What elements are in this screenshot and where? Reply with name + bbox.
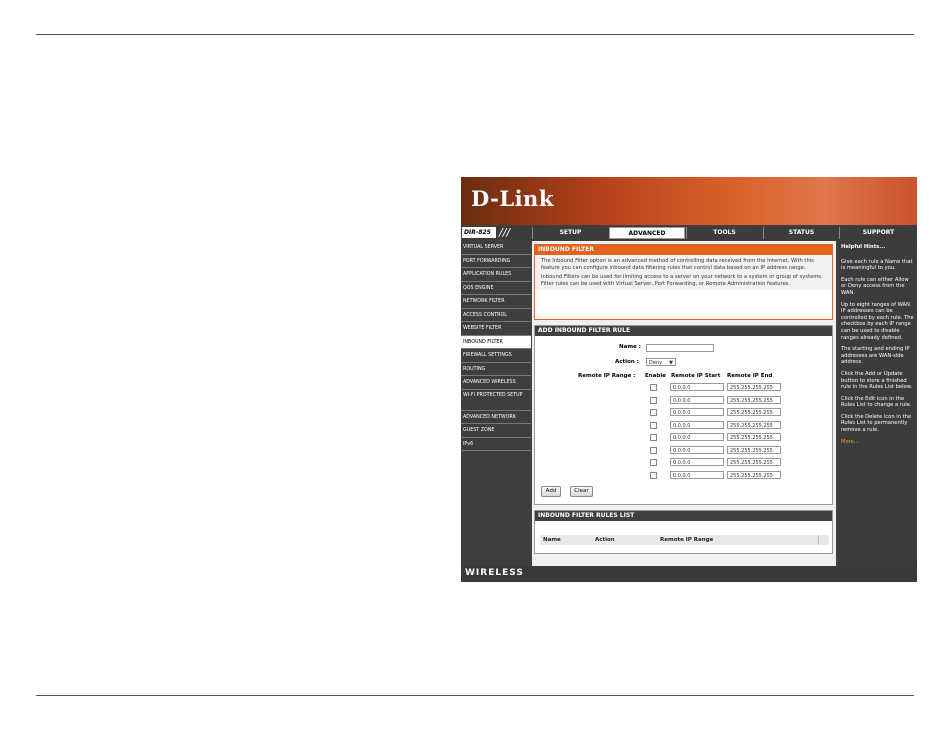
rules-list-scrollbar[interactable] bbox=[818, 535, 829, 545]
col-remote-ip-end: Remote IP End bbox=[727, 373, 773, 379]
tab-status[interactable]: STATUS bbox=[763, 227, 839, 239]
remote-ip-start-2[interactable]: 0.0.0.0 bbox=[670, 396, 724, 404]
name-input[interactable] bbox=[646, 344, 714, 352]
remote-ip-end-2[interactable]: 255.255.255.255 bbox=[727, 396, 781, 404]
rules-list-title: INBOUND FILTER RULES LIST bbox=[535, 511, 832, 521]
action-select[interactable] bbox=[646, 358, 676, 366]
sidebar-item-access-control[interactable]: ACCESS CONTROL bbox=[461, 309, 531, 323]
enable-checkbox-6[interactable] bbox=[650, 447, 657, 454]
main-content bbox=[532, 241, 836, 566]
rules-col-action: Action bbox=[595, 537, 615, 543]
remote-ip-end-6[interactable]: 255.255.255.255 bbox=[727, 446, 781, 454]
remote-ip-end-8[interactable]: 255.255.255.255 bbox=[727, 471, 781, 479]
sidebar-item-guest-zone[interactable]: GUEST ZONE bbox=[461, 424, 531, 438]
help-title: Helpful Hints... bbox=[841, 244, 886, 250]
router-admin-screenshot bbox=[461, 177, 917, 582]
help-tip-6: Click the Edit icon in the Rules List to change a rule. bbox=[841, 395, 912, 409]
rules-col-remote-ip-range: Remote IP Range bbox=[660, 537, 714, 543]
remote-ip-end-3[interactable]: 255.255.255.255 bbox=[727, 408, 781, 416]
col-remote-ip-start: Remote IP Start bbox=[671, 373, 721, 379]
top-divider bbox=[36, 34, 914, 35]
help-panel bbox=[838, 241, 917, 566]
remote-ip-start-7[interactable]: 0.0.0.0 bbox=[670, 458, 724, 466]
intro-box bbox=[534, 244, 833, 320]
remote-ip-end-4[interactable]: 255.255.255.255 bbox=[727, 421, 781, 429]
model-label: DIR-825 bbox=[462, 227, 496, 238]
help-tip-5: Click the Add or Update button to store a finished rule in the Rules List below. bbox=[841, 370, 913, 391]
remote-ip-start-4[interactable]: 0.0.0.0 bbox=[670, 421, 724, 429]
help-tip-3: Up to eight ranges of WAN IP addresses can be controlled by each rule. The checkbox by each IP range can be used to disable ranges already defined. bbox=[841, 301, 914, 341]
rules-list-box bbox=[534, 510, 833, 554]
sidebar-item-firewall-settings[interactable]: FIREWALL SETTINGS bbox=[461, 349, 531, 363]
bottom-divider bbox=[36, 695, 914, 696]
remote-ip-end-1[interactable]: 255.255.255.255 bbox=[727, 383, 781, 391]
sidebar-item-advanced-wireless[interactable]: ADVANCED WIRELESS bbox=[461, 376, 531, 390]
intro-para-1: The Inbound Filter option is an advanced method of controlling data received from the Internet. With this feature you can configure inbound data filtering rules that control data based on an IP address range. bbox=[541, 258, 814, 271]
help-tip-1: Give each rule a Name that is meaningful to you. bbox=[841, 258, 913, 272]
footer-bar bbox=[461, 566, 917, 582]
intro-para-2: Inbound Filters can be used for limiting access to a server on your network to a system or group of systems. Filter rules can be used with Virtual Server, Port Forwarding, or Remote Administration features. bbox=[541, 274, 823, 287]
sidebar-item-qos-engine[interactable]: QOS ENGINE bbox=[461, 282, 531, 296]
remote-ip-start-6[interactable]: 0.0.0.0 bbox=[670, 446, 724, 454]
sidebar-item-ipv6[interactable]: IPv6 bbox=[461, 438, 531, 452]
clear-button[interactable]: Clear bbox=[570, 486, 593, 497]
tab-tools[interactable]: TOOLS bbox=[686, 227, 762, 239]
sidebar-item-inbound-filter[interactable]: INBOUND FILTER bbox=[461, 336, 531, 350]
sidebar-item-website-filter[interactable]: WEBSITE FILTER bbox=[461, 322, 531, 336]
remote-ip-start-5[interactable]: 0.0.0.0 bbox=[670, 433, 724, 441]
dlink-banner bbox=[461, 177, 917, 225]
wireless-logo: WIRELESS bbox=[465, 568, 524, 578]
enable-checkbox-5[interactable] bbox=[650, 434, 657, 441]
add-rule-box bbox=[534, 325, 833, 505]
top-nav bbox=[461, 226, 917, 240]
rules-list-header bbox=[540, 535, 829, 545]
help-tip-2: Each rule can either Allow or Deny access from the WAN. bbox=[841, 276, 909, 296]
sidebar-item-application-rules[interactable]: APPLICATION RULES bbox=[461, 268, 531, 282]
help-tip-7: Click the Delete icon in the Rules List to permanently remove a rule. bbox=[841, 413, 912, 434]
enable-checkbox-8[interactable] bbox=[650, 472, 657, 479]
enable-checkbox-2[interactable] bbox=[650, 397, 657, 404]
sidebar-item-advanced-network[interactable]: ADVANCED NETWORK bbox=[461, 411, 531, 425]
remote-ip-end-5[interactable]: 255.255.255.255 bbox=[727, 433, 781, 441]
col-enable: Enable bbox=[645, 373, 666, 379]
sidebar bbox=[461, 241, 531, 566]
add-rule-title: ADD INBOUND FILTER RULE bbox=[535, 326, 832, 336]
tab-advanced[interactable]: ADVANCED bbox=[609, 227, 685, 239]
tab-support[interactable]: SUPPORT bbox=[839, 227, 917, 239]
enable-checkbox-1[interactable] bbox=[650, 384, 657, 391]
rules-col-name: Name bbox=[543, 537, 561, 543]
chevron-down-icon: ▼ bbox=[669, 360, 673, 366]
action-select-value: Deny bbox=[649, 360, 663, 366]
enable-checkbox-4[interactable] bbox=[650, 422, 657, 429]
dlink-logo: D-Link bbox=[471, 186, 554, 211]
sidebar-item-wifi-protected-setup[interactable]: WI-FI PROTECTED SETUP bbox=[461, 390, 531, 411]
sidebar-item-virtual-server[interactable]: VIRTUAL SERVER bbox=[461, 241, 531, 255]
model-slashes: /// bbox=[499, 226, 511, 239]
sidebar-item-routing[interactable]: ROUTING bbox=[461, 363, 531, 377]
remote-ip-start-8[interactable]: 0.0.0.0 bbox=[670, 471, 724, 479]
remote-ip-start-3[interactable]: 0.0.0.0 bbox=[670, 408, 724, 416]
intro-text bbox=[535, 255, 832, 290]
help-more-link[interactable]: More... bbox=[841, 438, 859, 445]
tab-setup[interactable]: SETUP bbox=[532, 227, 608, 239]
action-label: Action : bbox=[615, 359, 639, 365]
remote-ip-start-1[interactable]: 0.0.0.0 bbox=[670, 383, 724, 391]
add-button[interactable]: Add bbox=[541, 486, 561, 497]
sidebar-item-port-forwarding[interactable]: PORT FORWARDING bbox=[461, 255, 531, 269]
remote-ip-range-label: Remote IP Range : bbox=[578, 373, 636, 379]
remote-ip-end-7[interactable]: 255.255.255.255 bbox=[727, 458, 781, 466]
enable-checkbox-7[interactable] bbox=[650, 459, 657, 466]
intro-title: INBOUND FILTER bbox=[535, 245, 832, 255]
enable-checkbox-3[interactable] bbox=[650, 409, 657, 416]
sidebar-item-network-filter[interactable]: NETWORK FILTER bbox=[461, 295, 531, 309]
name-label: Name : bbox=[619, 344, 641, 350]
help-tip-4: The starting and ending IP addresses are WAN-side address. bbox=[841, 346, 910, 366]
